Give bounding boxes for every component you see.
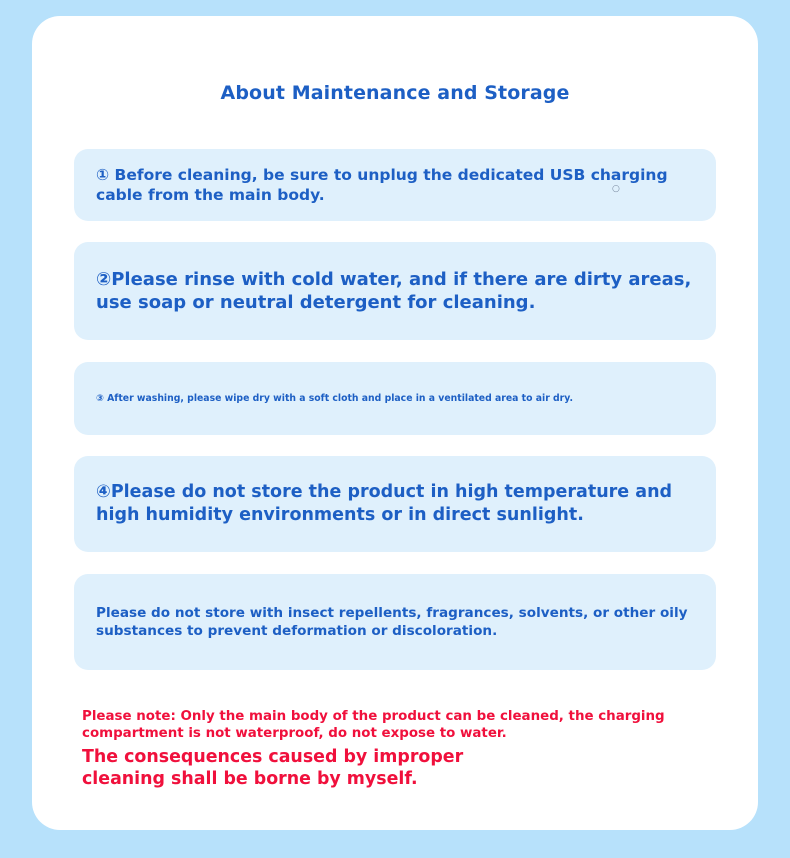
water-drop-icon: ○ [612,184,620,194]
warning-note [82,708,702,790]
instruction-text-5: Please do not store with insect repellents, fragrances, solvents, or other oily substances to prevent deformation or discoloration. [96,605,688,639]
instruction-item-2 [74,242,716,340]
maintenance-card [32,16,758,830]
instruction-item-1 [74,149,716,221]
page-title: About Maintenance and Storage [220,82,570,104]
instruction-item-5 [74,574,716,670]
warning-note-text: Please note: Only the main body of the product can be cleaned, the charging compartment is not waterproof, do not expose to water. [82,709,665,741]
instruction-text-3: ③ After washing, please wipe dry with a soft cloth and place in a ventilated area to air dry. [96,393,574,404]
instruction-text-1: ① Before cleaning, be sure to unplug the dedicated USB charging cable from the main body. [96,166,668,204]
warning-consequence-text: The consequences caused by improper cleaning shall be borne by myself. [82,747,464,789]
instruction-text-2: ②Please rinse with cold water, and if there are dirty areas, use soap or neutral detergent for cleaning. [96,269,692,313]
instruction-item-3 [74,362,716,435]
instruction-text-4: ④Please do not store the product in high temperature and high humidity environments or in direct sunlight. [96,482,673,525]
instruction-item-4 [74,456,716,552]
